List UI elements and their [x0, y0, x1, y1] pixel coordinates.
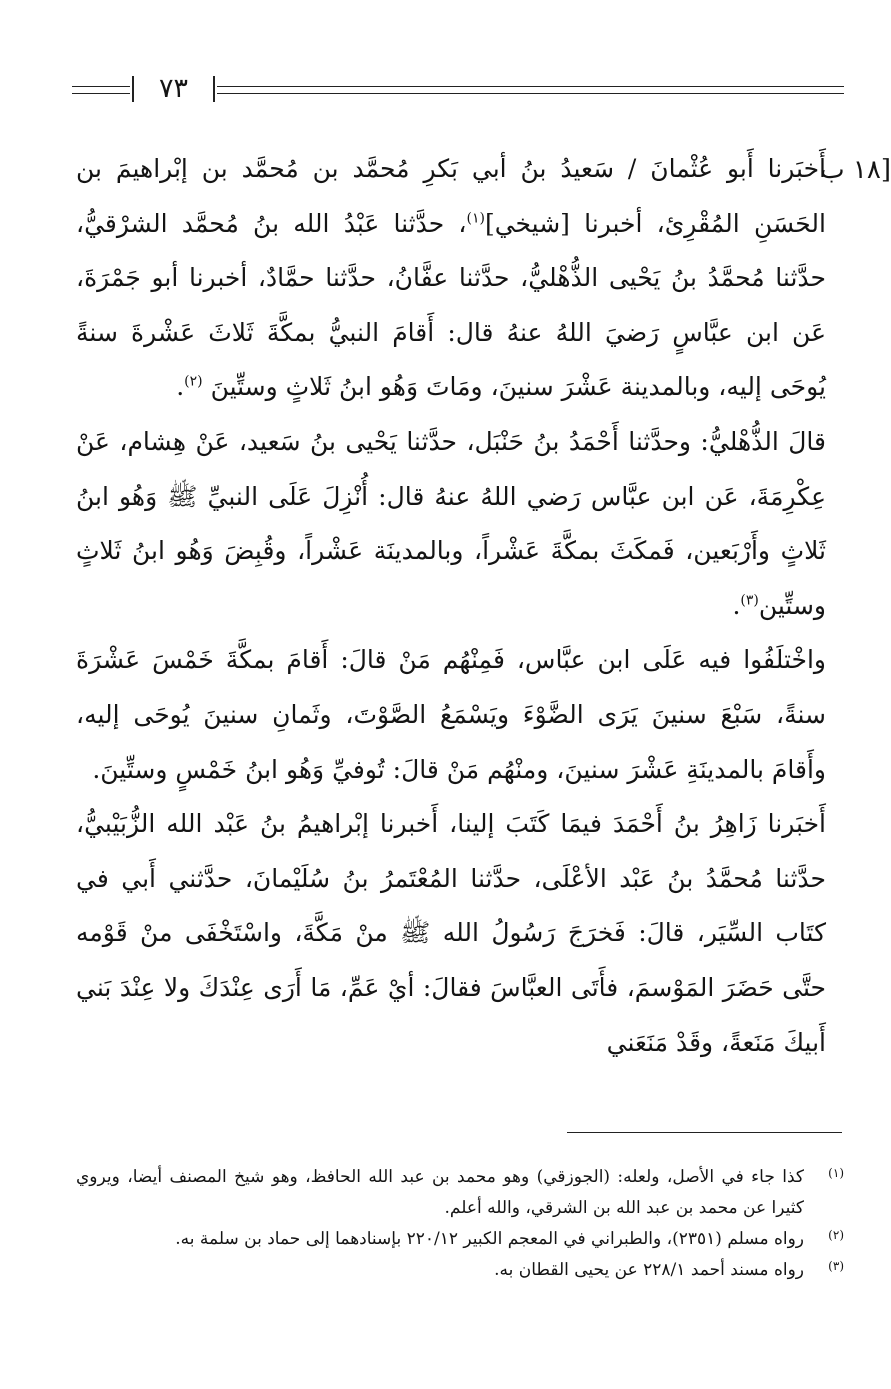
footnote-marker-1[interactable]: (١) [466, 210, 485, 227]
footnote-3-text: رواه مسند أحمد ٢٢٨/١ عن يحيى القطان به. [494, 1260, 804, 1280]
footnote-separator [567, 1132, 842, 1133]
footnote-3 [76, 1255, 846, 1286]
footnote-1-text: كذا جاء في الأصل، ولعله: (الجوزقي) وهو محمد بن عبد الله الحافظ، وهو شيخ المصنف أيضا، ويروي كثيرا عن محمد بن عبد الله بن الشرقي، والله أعلم. [76, 1167, 804, 1218]
footnote-1 [76, 1162, 846, 1224]
paragraph-2-text: قالَ الذُّهْليُّ: وحدَّثنا أَحْمَدُ بنُ حَنْبَل، حدَّثنا يَحْيى بنُ سَعيد، عَنْ هِشام، عَنْ عِكْرِمَةَ، عَن ابن عبَّاس رَضي اللهُ عنهُ قال: أُنْزِلَ عَلَى النبيِّ ﷺ وَهُو ابنُ ثَلاثٍ وأَرْبَعين، فَمكَثَ بمكَّةَ عَشْراً، وبالمدينَة عَشْراً، وقُبِضَ وَهُو ابنُ ثَلاثٍ وستِّين [76, 426, 826, 620]
page-number: ٧٣ [158, 73, 188, 104]
manuscript-folio-mark: [١٨ ب [820, 155, 891, 185]
paragraph-1 [76, 142, 826, 415]
paragraph-2-end: . [732, 590, 741, 620]
paragraph-1-part-b: ، حدَّثنا عَبْدُ الله بنُ مُحمَّد الشرْقيُّ، حدَّثنا مُحمَّدُ بنُ يَحْيى الذُّهْليُّ، حدَّثنا عفَّانُ، حدَّثنا حمَّادٌ، أخبرنا أبو جَمْرَةَ، عَن ابن عبَّاسٍ رَضيَ اللهُ عنهُ قال: أَقامَ النبيُّ بمكَّةَ ثَلاثَ عَشْرةَ سنةً يُوحَى إليه، وبالمدينة عَشْرَ سنينَ، ومَاتَ وَهُو ابنُ ثَلاثٍ وستِّينَ [76, 208, 826, 402]
footnote-2-number: (٢) [828, 1228, 844, 1242]
page-header [72, 72, 844, 112]
paragraph-3: واخْتلَفُوا فيه عَلَى ابن عبَّاس، فَمِنْهُم مَنْ قالَ: أَقامَ بمكَّةَ خَمْسَ عَشْرَةَ سنةً، سَبْعَ سنينَ يَرَى الضَّوْءَ ويَسْمَعُ الصَّوْتَ، وثَمانِ سنينَ يُوحَى إليه، وأَقامَ بالمدينَةِ عَشْرَ سنينَ، ومنْهُم مَنْ قالَ: تُوفيِّ وَهُو ابنُ خَمْسٍ وستِّينَ. [76, 645, 826, 784]
footnotes [76, 1162, 846, 1286]
footnote-1-number: (١) [828, 1166, 844, 1180]
footnote-2 [76, 1224, 846, 1255]
footnote-marker-3[interactable]: (٣) [740, 592, 759, 609]
header-rule-left [72, 86, 130, 94]
paragraph-4: أَخبَرنا زَاهِرُ بنُ أَحْمَدَ فيمَا كَتَبَ إلينا، أَخبرنا إبْراهيمُ بنُ عَبْد الله الزُّبَيْبيُّ، حدَّثنا مُحمَّدُ بنُ عَبْد الأعْلَى، حدَّثنا المُعْتَمرُ بنُ سُلَيْمانَ، حدَّثني أَبي في كتَاب السِّيَر، قالَ: فَخرَجَ رَسُولُ الله ﷺ منْ مَكَّةَ، واسْتَخْفَى منْ قَوْمه حتَّى حَضَرَ المَوْسمَ، فأَتَى العبَّاسَ فقالَ: أيْ عَمِّ، مَا أَرَى عِنْدَكَ ولا عِنْدَ بَني أَبيكَ مَنَعةً، وقَدْ مَنَعَني [76, 809, 826, 1057]
paragraph-1-end: . [176, 372, 185, 402]
footnote-3-number: (٣) [828, 1259, 844, 1273]
paragraph-2 [76, 415, 826, 633]
header-rule-right [217, 86, 844, 94]
paragraph-1-part-a: أَخبَرنا أَبو عُثْمانَ / سَعيدُ بنُ أبي بَكرِ مُحمَّد بن مُحمَّد بن إبْراهيمَ بن الحَسَنِ المُقْرِئ، أخبرنا [شيخي] [76, 154, 826, 238]
footnote-2-text: رواه مسلم (٢٣٥١)، والطبراني في المعجم الكبير ٢٢٠/١٢ بإسنادهما إلى حماد بن سلمة به. [175, 1229, 804, 1249]
header-divider-right [213, 76, 215, 102]
main-text [76, 142, 826, 1070]
footnote-marker-2[interactable]: (٢) [184, 374, 203, 391]
